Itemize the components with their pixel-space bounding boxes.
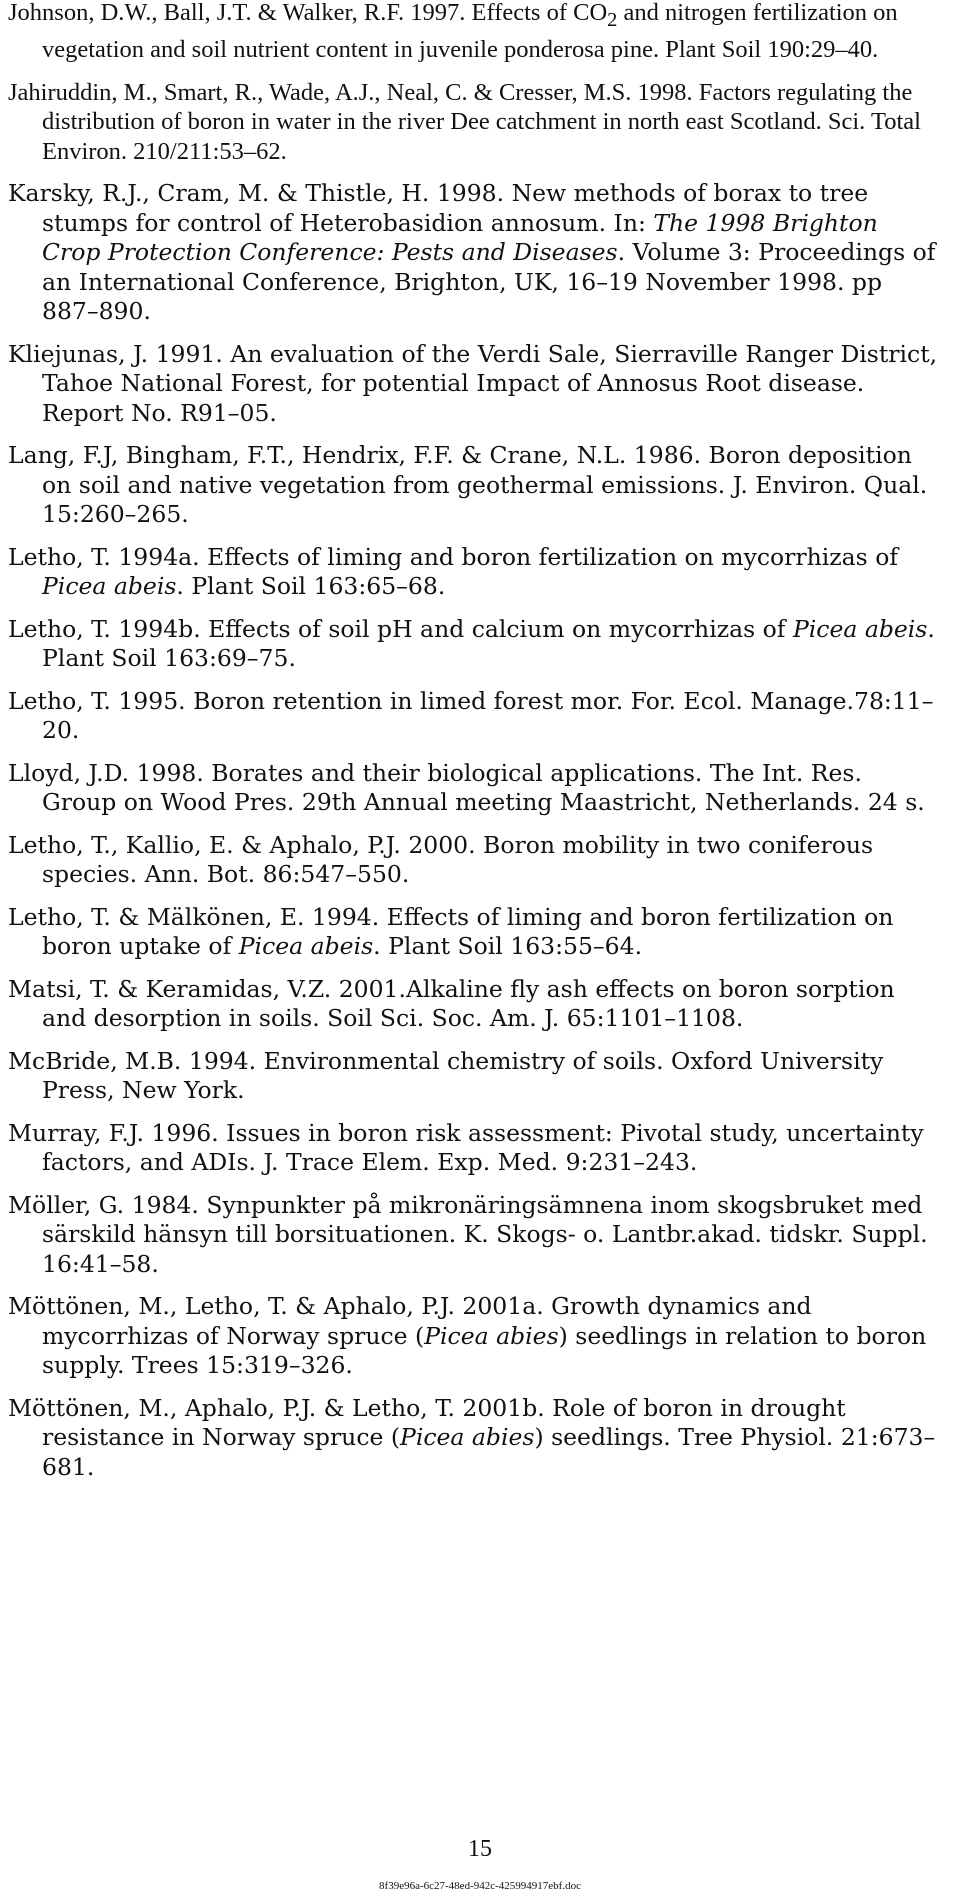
document-id: 8f39e96a-6c27-48ed-942c-425994917ebf.doc [379, 1880, 581, 1892]
reference-entry: Kliejunas, J. 1991. An evaluation of the Verdi Sale, Sierraville Ranger District, Tahoe National Forest, for potential Impact of Annosus Root disease. Report No. R91–05. [8, 339, 938, 427]
reference-entry: Möttönen, M., Letho, T. & Aphalo, P.J. 2001a. Growth dynamics and mycorrhizas of Norway spruce (Picea abies) seedlings in relation to boron supply. Trees 15:319–326. [8, 1292, 927, 1380]
reference-entry: Letho, T. & Mälkönen, E. 1994. Effects of liming and boron fertilization on boron uptake of Picea abeis. Plant Soil 163:55–64. [8, 902, 894, 961]
reference-entry: Lang, F.J, Bingham, F.T., Hendrix, F.F. & Crane, N.L. 1986. Boron deposition on soil and native vegetation from geothermal emissions. J. Environ. Qual. 15:260–265. [8, 441, 928, 529]
reference-entry: Karsky, R.J., Cram, M. & Thistle, H. 1998. New methods of borax to tree stumps for control of Heterobasidion annosum. In: The 1998 Brighton Crop Protection Conference: Pests and Diseases. Volume 3: Proceedings of an International Conference, Brighton, UK, 16–19 November 1998. pp 887–890. [8, 179, 936, 326]
reference-list [8, 0, 943, 1495]
reference-entry: Letho, T., Kallio, E. & Aphalo, P.J. 2000. Boron mobility in two coniferous species. Ann. Bot. 86:547–550. [8, 830, 874, 889]
reference-entry: Murray, F.J. 1996. Issues in boron risk assessment: Pivotal study, uncertainty factors, and ADIs. J. Trace Elem. Exp. Med. 9:231–243. [8, 1118, 924, 1177]
page-number: 15 [468, 1836, 492, 1862]
reference-entry: Möttönen, M., Aphalo, P.J. & Letho, T. 2001b. Role of boron in drought resistance in Norway spruce (Picea abies) seedlings. Tree Physiol. 21:673–681. [8, 1393, 936, 1481]
reference-entry: McBride, M.B. 1994. Environmental chemistry of soils. Oxford University Press, New York. [8, 1046, 884, 1105]
reference-entry: Jahiruddin, M., Smart, R., Wade, A.J., Neal, C. & Cresser, M.S. 1998. Factors regulating the distribution of boron in water in the river Dee catchment in north east Scotland. Sci. Total Environ. 210/211:53–62. [8, 78, 921, 165]
reference-entry: Lloyd, J.D. 1998. Borates and their biological applications. The Int. Res. Group on Wood Pres. 29th Annual meeting Maastricht, Netherlands. 24 s. [8, 758, 925, 817]
reference-entry: Möller, G. 1984. Synpunkter på mikronäringsämnena inom skogsbruket med särskild hänsyn till borsituationen. K. Skogs- o. Lantbr.akad. tidskr. Suppl. 16:41–58. [8, 1190, 928, 1278]
reference-entry: Matsi, T. & Keramidas, V.Z. 2001.Alkaline fly ash effects on boron sorption and desorption in soils. Soil Sci. Soc. Am. J. 65:1101–1108. [8, 974, 895, 1033]
reference-entry: Letho, T. 1995. Boron retention in limed forest mor. For. Ecol. Manage.78:11–20. [8, 686, 934, 745]
reference-entry: Johnson, D.W., Ball, J.T. & Walker, R.F. 1997. Effects of $CO_2$ and nitrogen fertilization on vegetation and soil nutrient content in juvenile ponderosa pine. Plant Soil 190:29–40. [8, 0, 898, 64]
reference-entry: Letho, T. 1994b. Effects of soil pH and calcium on mycorrhizas of Picea abeis. Plant Soil 163:69–75. [8, 614, 935, 673]
reference-entry: Letho, T. 1994a. Effects of liming and boron fertilization on mycorrhizas of Picea abeis. Plant Soil 163:65–68. [8, 542, 899, 601]
